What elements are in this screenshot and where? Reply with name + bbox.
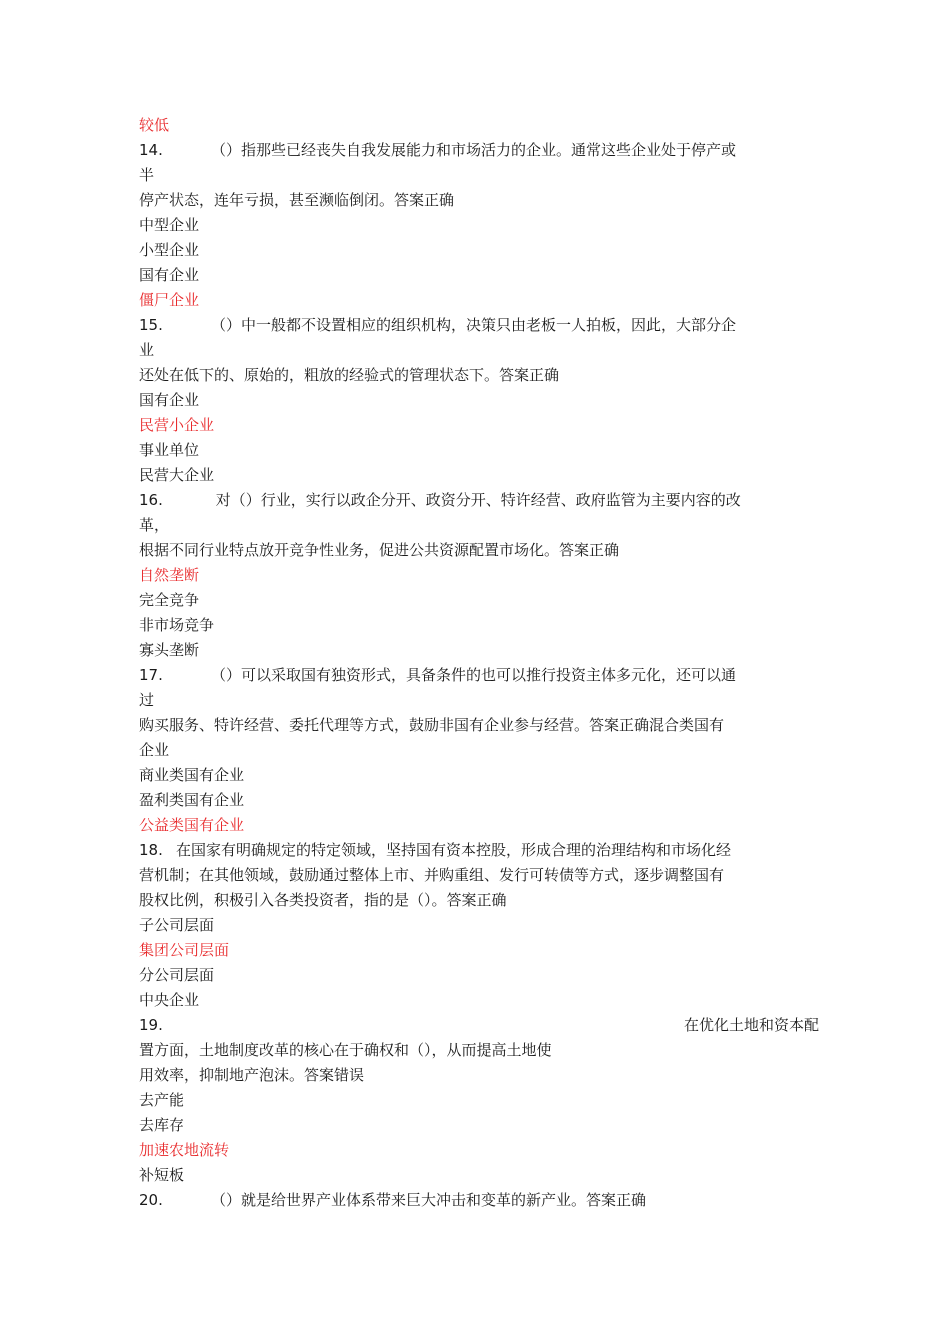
option: 非市场竞争 bbox=[139, 616, 215, 634]
answer-option: 集团公司层面 bbox=[139, 941, 230, 959]
question-text: 革， bbox=[139, 516, 170, 534]
answer-option: 民营小企业 bbox=[139, 416, 215, 434]
question-14 bbox=[139, 138, 819, 163]
question-number: 14. bbox=[139, 141, 163, 159]
option: 国有企业 bbox=[139, 266, 200, 284]
option: 小型企业 bbox=[139, 241, 200, 259]
option: 中央企业 bbox=[139, 991, 200, 1009]
answer-option: 加速农地流转 bbox=[139, 1141, 230, 1159]
question-20 bbox=[139, 1188, 819, 1213]
option: 去产能 bbox=[139, 1091, 185, 1109]
option: 去库存 bbox=[139, 1116, 185, 1134]
answer-option: 较低 bbox=[139, 116, 170, 134]
answer-option: 公益类国有企业 bbox=[139, 816, 245, 834]
question-text: 业 bbox=[139, 341, 155, 359]
document-page bbox=[139, 113, 819, 1213]
question-text: （）指那些已经丧失自我发展能力和市场活力的企业。通常这些企业处于停产或 bbox=[211, 141, 737, 159]
question-text: 股权比例，积极引入各类投资者，指的是（）。答案正确 bbox=[139, 891, 507, 909]
question-text: （）可以采取国有独资形式，具备条件的也可以推行投资主体多元化，还可以通 bbox=[211, 666, 737, 684]
option: 分公司层面 bbox=[139, 966, 215, 984]
question-text: （）就是给世界产业体系带来巨大冲击和变革的新产业。答案正确 bbox=[211, 1191, 647, 1209]
question-number: 16. bbox=[139, 491, 163, 509]
question-text: 企业 bbox=[139, 741, 170, 759]
question-number: 20. bbox=[139, 1191, 163, 1209]
question-text: 置方面，土地制度改革的核心在于确权和（），从而提高土地使 bbox=[139, 1041, 552, 1059]
question-text: 半 bbox=[139, 166, 155, 184]
question-number: 15. bbox=[139, 316, 163, 334]
option: 寡头垄断 bbox=[139, 641, 200, 659]
question-text: 购买服务、特许经营、委托代理等方式，鼓励非国有企业参与经营。答案正确混合类国有 bbox=[139, 716, 725, 734]
question-text: 根据不同行业特点放开竞争性业务，促进公共资源配置市场化。答案正确 bbox=[139, 541, 620, 559]
question-number: 18. bbox=[139, 841, 163, 859]
question-16 bbox=[139, 488, 819, 513]
question-text: 还处在低下的、原始的，粗放的经验式的管理状态下。答案正确 bbox=[139, 366, 560, 384]
question-17 bbox=[139, 663, 819, 688]
option: 商业类国有企业 bbox=[139, 766, 245, 784]
question-15 bbox=[139, 313, 819, 338]
question-text: 停产状态，连年亏损，甚至濒临倒闭。答案正确 bbox=[139, 191, 455, 209]
option: 盈利类国有企业 bbox=[139, 791, 245, 809]
answer-option: 自然垄断 bbox=[139, 566, 200, 584]
question-text: 营机制；在其他领域，鼓励通过整体上市、并购重组、发行可转债等方式，逐步调整国有 bbox=[139, 866, 725, 884]
option: 民营大企业 bbox=[139, 466, 215, 484]
question-text: 过 bbox=[139, 691, 155, 709]
option: 补短板 bbox=[139, 1166, 185, 1184]
option: 中型企业 bbox=[139, 216, 200, 234]
question-18 bbox=[139, 838, 819, 863]
question-text: 在国家有明确规定的特定领域，坚持国有资本控股，形成合理的治理结构和市场化经 bbox=[176, 841, 732, 859]
question-text: 用效率，抑制地产泡沫。答案错误 bbox=[139, 1066, 365, 1084]
question-text: 对（）行业，实行以政企分开、政资分开、特许经营、政府监管为主要内容的改 bbox=[211, 491, 741, 509]
question-number: 19. bbox=[139, 1016, 163, 1034]
option: 子公司层面 bbox=[139, 916, 215, 934]
question-number: 17. bbox=[139, 666, 163, 684]
question-text: （）中一般都不设置相应的组织机构，决策只由老板一人拍板，因此，大部分企 bbox=[211, 316, 737, 334]
option: 国有企业 bbox=[139, 391, 200, 409]
option: 完全竞争 bbox=[139, 591, 200, 609]
question-text: 在优化土地和资本配 bbox=[683, 1016, 819, 1034]
option: 事业单位 bbox=[139, 441, 200, 459]
answer-option: 僵尸企业 bbox=[139, 291, 200, 309]
question-19 bbox=[139, 1013, 819, 1038]
